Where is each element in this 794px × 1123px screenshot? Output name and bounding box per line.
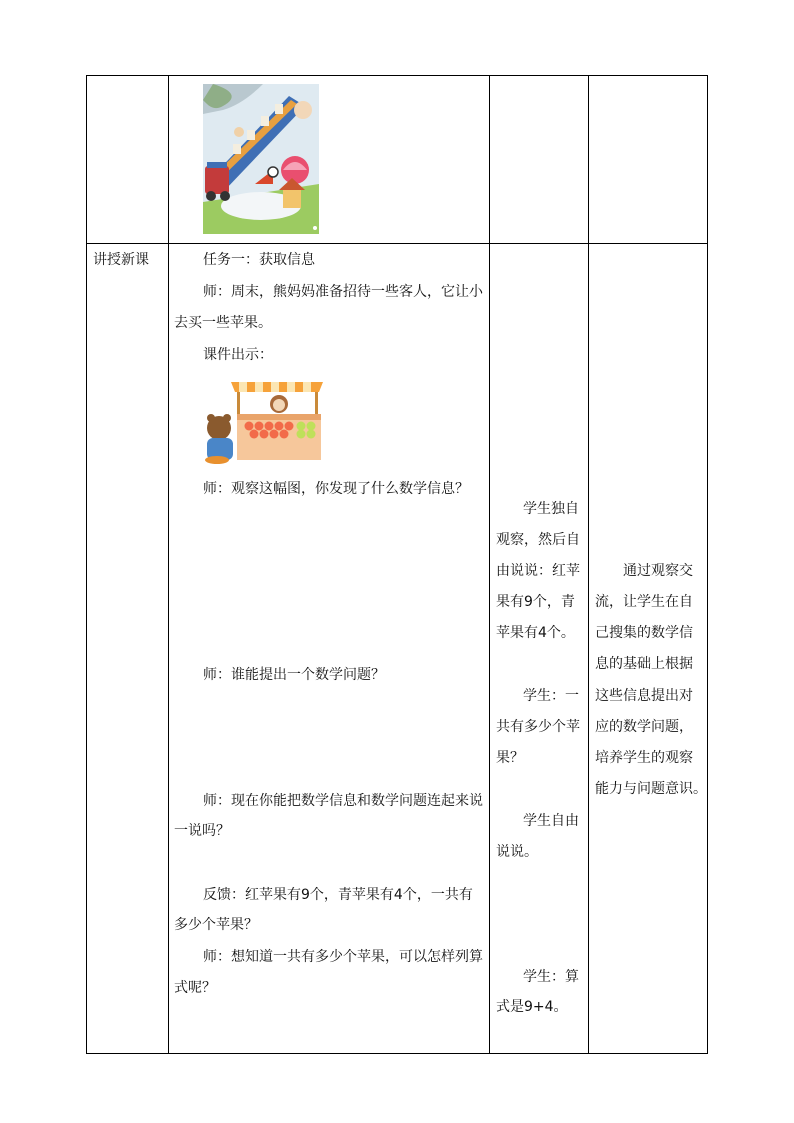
intent-line: 能力与问题意识。 (595, 781, 707, 797)
stage-label: 讲授新课 (93, 252, 149, 268)
table-border-right (707, 75, 708, 1054)
table-border-bottom (86, 1053, 708, 1054)
student-line: 说说。 (496, 844, 538, 860)
teacher-line: 师：周末，熊妈妈准备招待一些客人，它让小 (203, 284, 483, 300)
table-border-row-divider (86, 243, 708, 244)
intent-line: 通过观察交 (623, 563, 693, 579)
table-col-divider-3 (588, 75, 589, 1054)
teacher-line: 师：现在你能把数学信息和数学问题连起来说 (203, 793, 483, 809)
teacher-line: 式呢？ (174, 980, 216, 996)
intent-line: 这些信息提出对 (595, 688, 693, 704)
teacher-line: 师：想知道一共有多少个苹果，可以怎样列算 (203, 949, 483, 965)
feedback-line: 反馈：红苹果有9个，青苹果有4个，一共有 (203, 887, 473, 903)
table-col-divider-2 (489, 75, 490, 1054)
student-line: 苹果有4个。 (496, 625, 575, 641)
task-heading: 任务一：获取信息 (203, 252, 315, 268)
intent-line: 应的数学问题， (595, 719, 693, 735)
intent-line: 流，让学生在自 (595, 594, 693, 610)
table-border-left (86, 75, 87, 1054)
table-border-top (86, 75, 708, 76)
teacher-line: 师：谁能提出一个数学问题？ (203, 667, 385, 683)
intent-line: 己搜集的数学信 (595, 625, 693, 641)
student-line: 学生：一 (523, 688, 579, 704)
teacher-line: 课件出示： (203, 347, 273, 363)
student-line: 式是9+4。 (496, 999, 568, 1015)
student-line: 观察，然后自 (496, 532, 580, 548)
table-col-divider-1 (168, 75, 169, 1054)
intent-line: 息的基础上根据 (595, 656, 693, 672)
train-scene-illustration (203, 84, 319, 234)
teacher-line: 师：观察这幅图，你发现了什么数学信息？ (203, 481, 469, 497)
student-line: 果？ (496, 750, 524, 766)
student-line: 学生自由 (523, 813, 579, 829)
teacher-line: 去买一些苹果。 (174, 315, 272, 331)
student-line: 学生：算 (523, 969, 579, 985)
student-line: 共有多少个苹 (496, 719, 580, 735)
fruit-stall-illustration (203, 374, 325, 466)
intent-line: 培养学生的观察 (595, 750, 693, 766)
student-line: 由说说：红苹 (496, 563, 580, 579)
student-line: 学生独自 (523, 501, 579, 517)
student-line: 果有9个，青 (496, 594, 575, 610)
teacher-line: 一说吗？ (174, 823, 230, 839)
feedback-line: 多少个苹果？ (174, 917, 258, 933)
